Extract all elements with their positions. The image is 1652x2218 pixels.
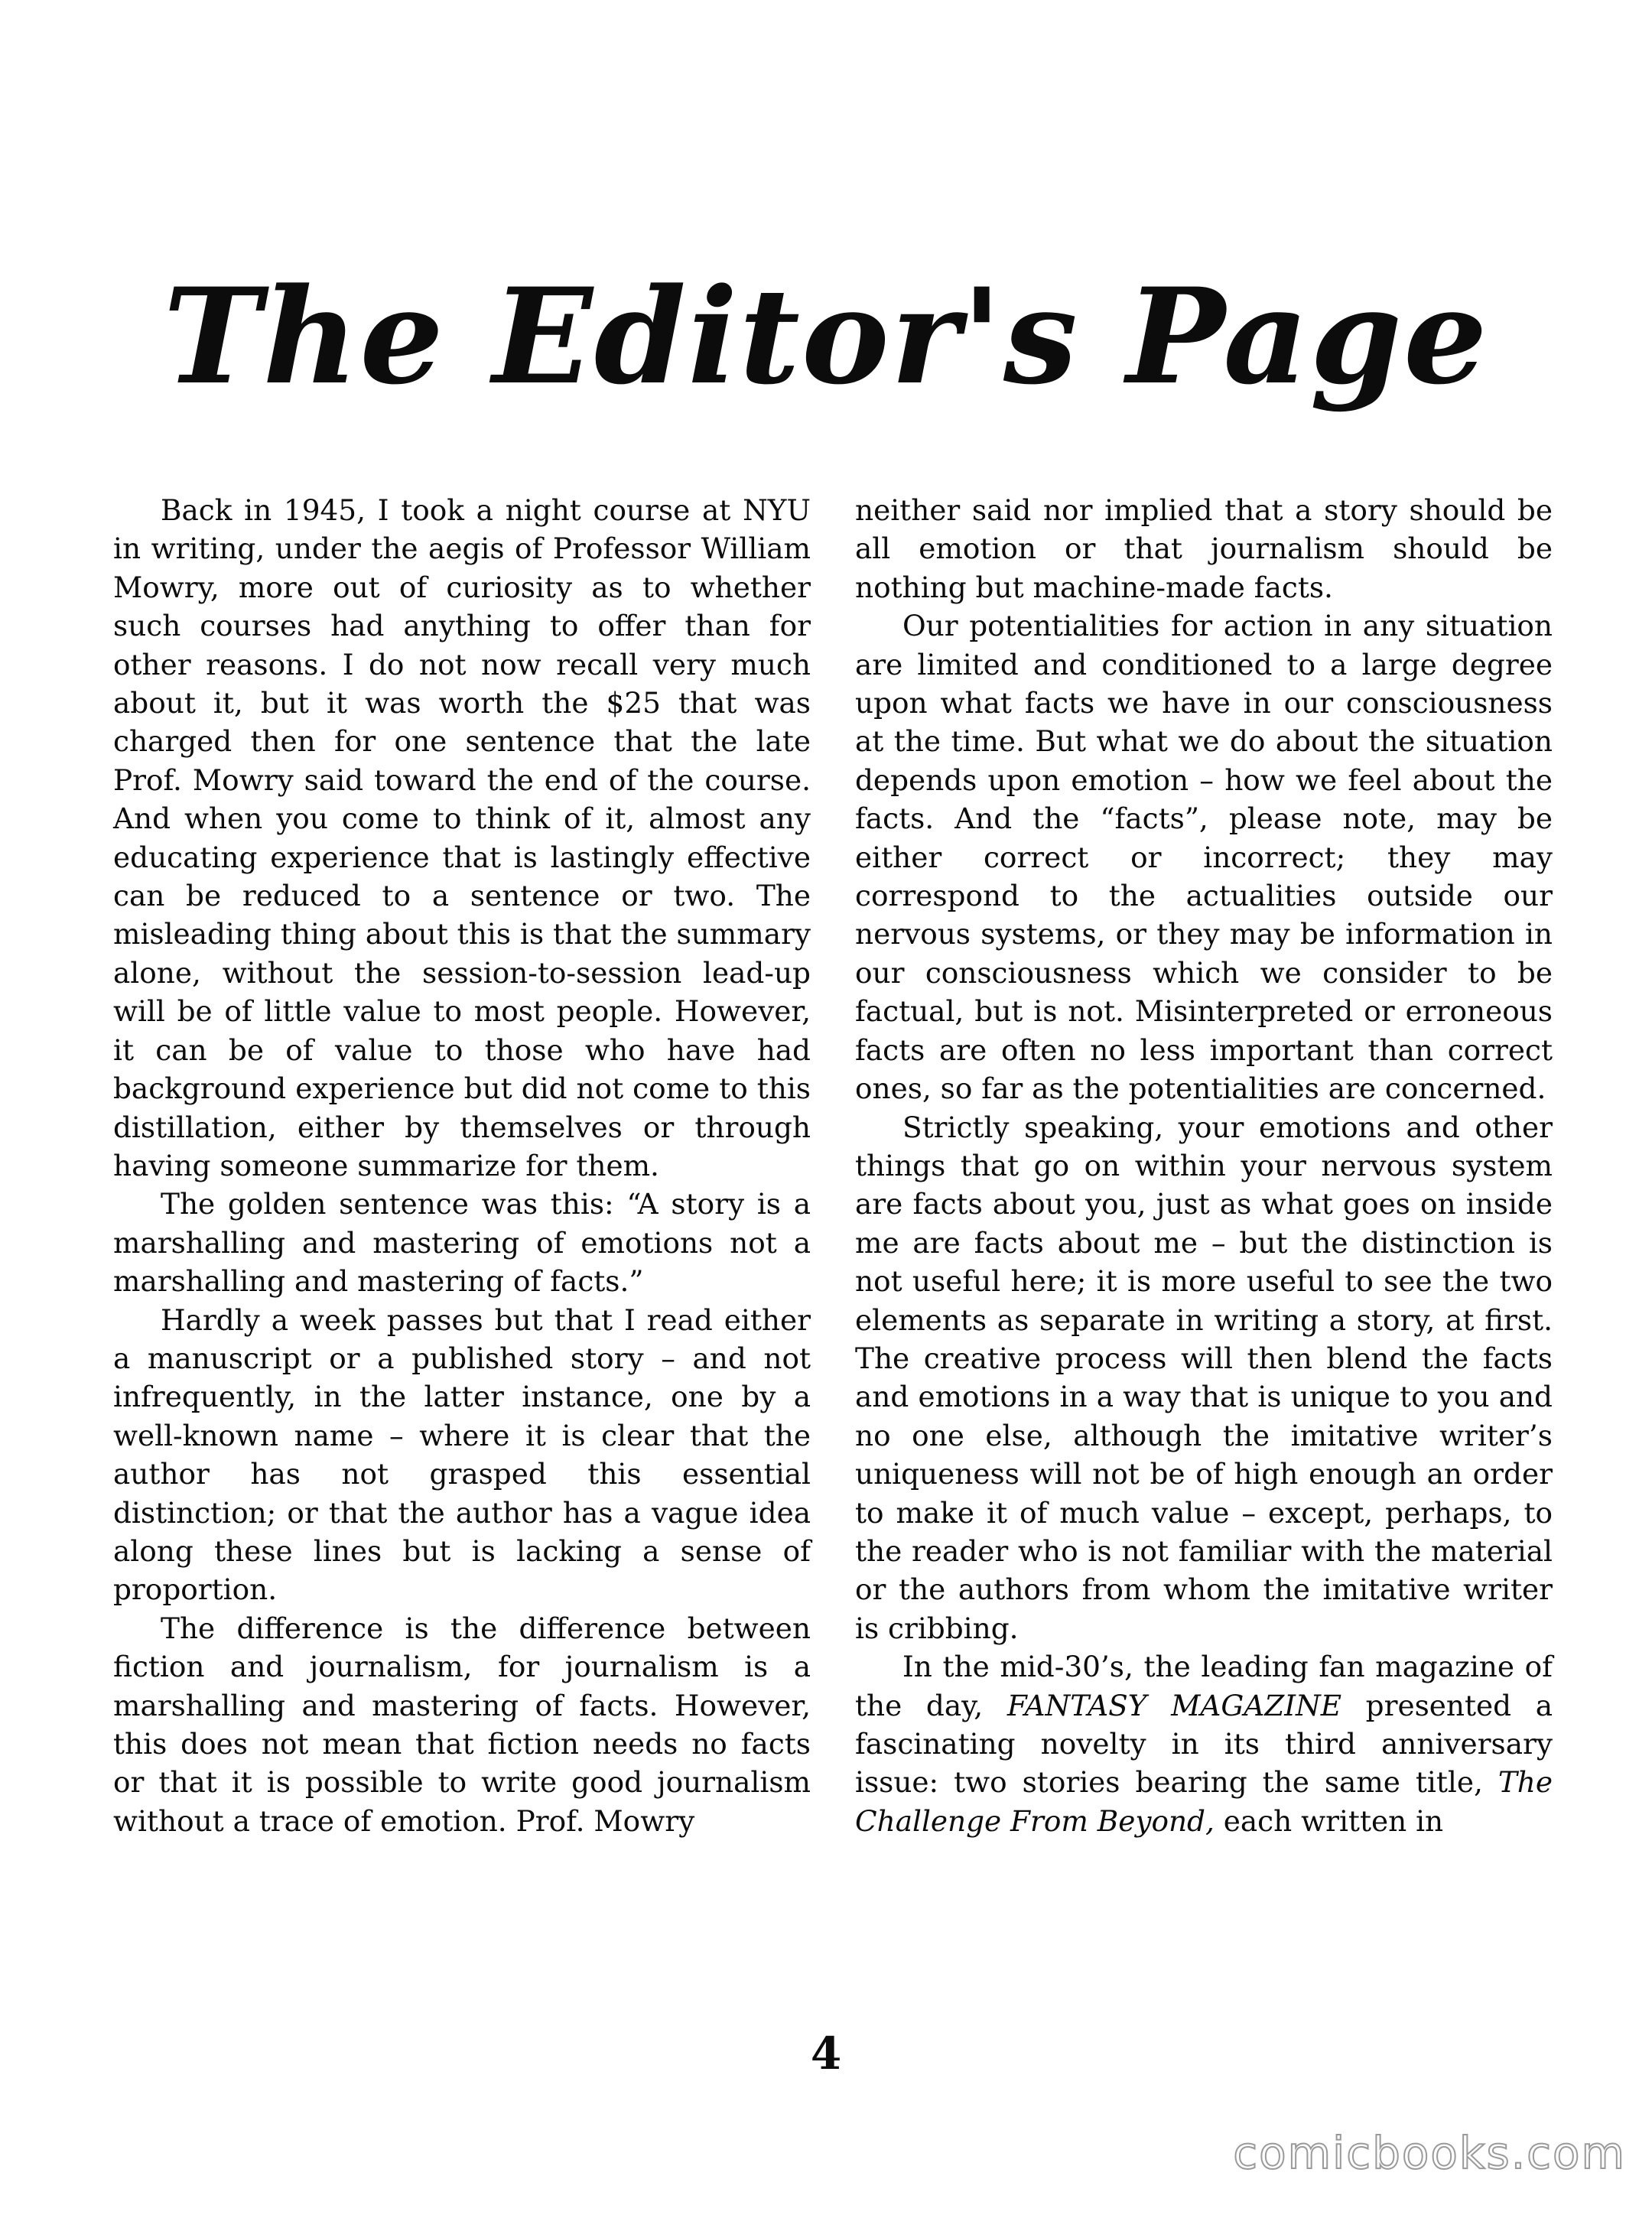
story-title: The Challenge From Beyond, [855,1765,1553,1838]
page-number: 4 [810,2028,842,2080]
page-title: The Editor's Page [163,259,1489,414]
paragraph: The difference is the difference between fiction and journalism, for journalism is a marshalling and mastering of facts. However, this does not mean that fiction needs no facts or that it is possible to write good journalism without a trace of emotion. Prof. Mowry [113,1611,811,1838]
magazine-title: FANTASY MAGAZINE [1006,1688,1341,1722]
paragraph-text: In the mid-30’s, the leading fan magazine of the day, [855,1650,1553,1722]
paragraph: Back in 1945, I took a night course at NYU in writing, under the aegis of Professor William Mowry, more out of curiosity as to whether such courses had anything to offer than for other reasons. I do not now recall very much about it, but it was worth the $25 that was charged then for one sentence that the late Prof. Mowry said toward the end of the course. And when you come to think of it, almost any educating experience that is lastingly effective can be reduced to a sentence or two. The misleading thing about this is that the summary alone, without the session-to-session lead-up will be of little value to most people. However, it can be of value to those who have had background experience but did not come to this distillation, either by themselves or through having someone summarize for them. [113,493,811,1182]
right-column [855,491,1553,1840]
paragraph: Strictly speaking, your emotions and other things that go on within your nervous system are facts about you, just as what goes on inside me are facts about me – but the distinction is not useful here; it is more useful to see the two elements as separate in writing a story, at first. The creative process will then blend the facts and emotions in a way that is unique to you and no one else, although the imitative writer’s uniqueness will not be of high enough an order to make it of much value – except, perhaps, to the reader who is not familiar with the material or the authors from whom the imitative writer is cribbing. [855,1110,1553,1645]
paragraph-text: presented a fascinating novelty in its third anniversary issue: two stories bearing the same title, [855,1688,1553,1800]
paragraph: The golden sentence was this: “A story is a marshalling and mastering of emotions not a marshalling and mastering of facts.” [113,1187,811,1299]
paragraph [855,1647,1553,1840]
paragraph: Hardly a week passes but that I read either a manuscript or a published story – and not infrequently, in the latter instance, one by a well-known name – where it is clear that the author has not grasped this essential distinction; or that the author has a vague idea along these lines but is lacking a sense of proportion. [113,1303,811,1607]
left-column [113,491,811,1840]
paragraph-continued: neither said nor implied that a story should be all emotion or that journalism should be nothing but machine-made facts. [855,493,1553,604]
paragraph: Our potentialities for action in any situation are limited and conditioned to a large degree upon what facts we have in our consciousness at the time. But what we do about the situation depends upon emotion – how we feel about the facts. And the “facts”, please note, may be either correct or incorrect; they may correspond to the actualities outside our nervous systems, or they may be information in our consciousness which we consider to be factual, but is not. Misinterpreted or erroneous facts are often no less important than correct ones, so far as the potentialities are concerned. [855,609,1553,1106]
watermark: comicbooks.com [1233,2127,1626,2179]
paragraph-text: each written in [1223,1803,1444,1838]
